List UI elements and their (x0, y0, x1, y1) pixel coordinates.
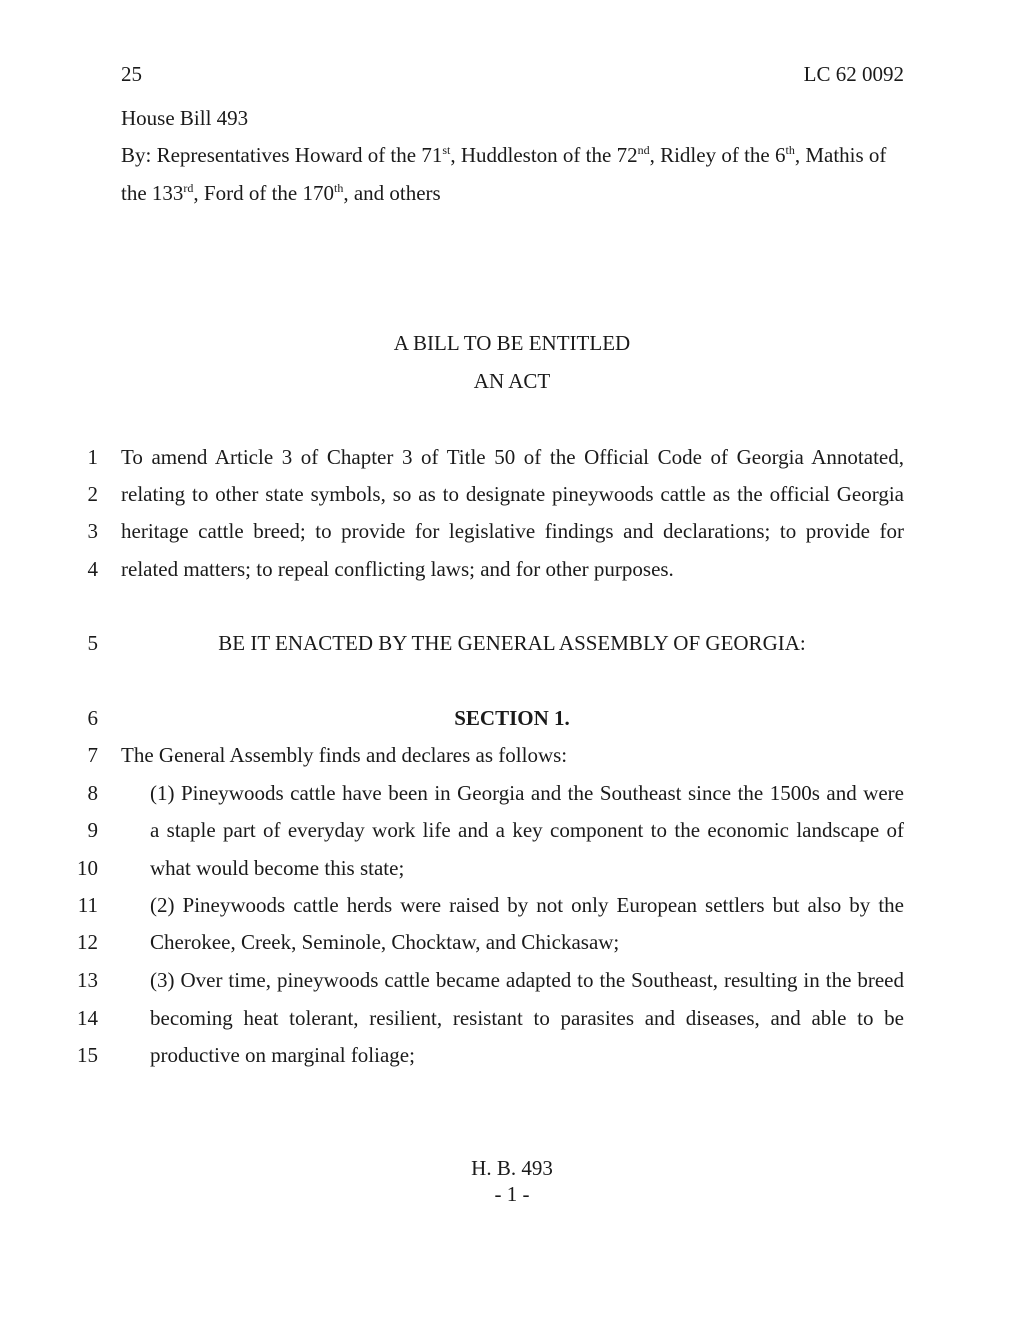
line-text: related matters; to repeal conflicting laws; and for other purposes. (121, 557, 674, 581)
sponsors-line-2 (121, 183, 441, 204)
sponsor-text: , Huddleston of the 72 (450, 143, 638, 167)
line-number: 6 (87, 706, 98, 730)
line-number: 1 (87, 445, 98, 469)
sponsor-text: , and others (343, 181, 441, 205)
line-text: relating to other state symbols, so as to designate pineywoods cattle as the official Georgia (121, 482, 904, 506)
line-text: a staple part of everyday work life and a key component to the economic landscape of (150, 818, 904, 842)
bill-heading: A BILL TO BE ENTITLED (393, 331, 631, 355)
sponsor-text: the 133 (121, 181, 184, 205)
line-number: 12 (77, 930, 98, 954)
ordinal-suffix: th (333, 181, 344, 195)
line-text: Cherokee, Creek, Seminole, Chocktaw, and Chickasaw; (150, 930, 620, 954)
lc-code: LC 62 0092 (803, 62, 904, 86)
sponsor-text: , Ford of the 170 (193, 181, 334, 205)
line-text: To amend Article 3 of Chapter 3 of Title 50 of the Official Code of Georgia Annotated, (121, 445, 904, 469)
line-text: (3) Over time, pineywoods cattle became adapted to the Southeast, resulting in the breed (150, 968, 904, 992)
line-number: 5 (87, 631, 98, 655)
footer-page-number: - 1 - (494, 1182, 530, 1206)
line-number: 4 (87, 557, 98, 581)
line-number: 15 (77, 1043, 98, 1067)
sponsor-text: By: Representatives Howard of the 71 (121, 143, 443, 167)
act-heading: AN ACT (473, 369, 551, 393)
page-prefix: 25 (121, 62, 142, 86)
line-number: 2 (87, 482, 98, 506)
ordinal-suffix: th (785, 143, 795, 157)
line-number: 9 (87, 818, 98, 842)
line-number: 11 (77, 893, 98, 917)
sponsors-line-1 (121, 145, 886, 166)
section-heading: SECTION 1. (454, 706, 570, 730)
line-number: 13 (77, 968, 98, 992)
line-number: 14 (77, 1006, 98, 1030)
sponsor-text: , Ridley of the 6 (649, 143, 786, 167)
line-text: (1) Pineywoods cattle have been in Georgia and the Southeast since the 1500s and were (150, 781, 904, 805)
ordinal-suffix: rd (183, 181, 194, 195)
line-text: becoming heat tolerant, resilient, resistant to parasites and diseases, and able to be (150, 1006, 904, 1030)
ordinal-suffix: nd (637, 143, 650, 157)
line-text: The General Assembly finds and declares as follows: (121, 743, 568, 767)
line-text: productive on marginal foliage; (150, 1043, 415, 1067)
footer-bill-ref: H. B. 493 (471, 1156, 553, 1180)
enacting-clause: BE IT ENACTED BY THE GENERAL ASSEMBLY OF GEORGIA: (218, 631, 806, 655)
line-number: 10 (77, 856, 98, 880)
line-number: 3 (87, 519, 98, 543)
line-text: heritage cattle breed; to provide for legislative findings and declarations; to provide for (121, 519, 904, 543)
line-number: 8 (87, 781, 98, 805)
line-text: (2) Pineywoods cattle herds were raised by not only European settlers but also by the (150, 893, 904, 917)
line-text: what would become this state; (150, 856, 405, 880)
ordinal-suffix: st (442, 143, 451, 157)
line-number: 7 (87, 743, 98, 767)
bill-title: House Bill 493 (121, 106, 249, 130)
sponsor-text: , Mathis of (794, 143, 887, 167)
